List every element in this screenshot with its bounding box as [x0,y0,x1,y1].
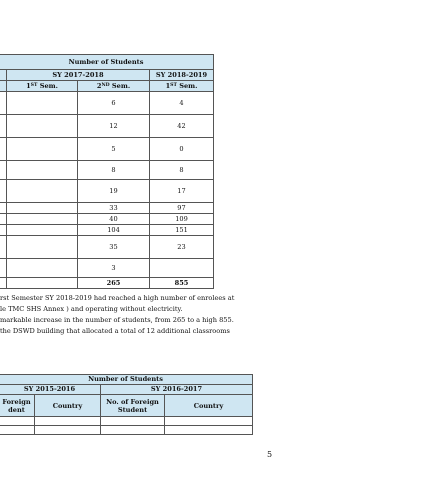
sem-header: 1ST Sem. [7,81,78,92]
foreign-student-header: Foreign dent [0,395,35,417]
country-header: Country [165,395,253,417]
foreign-students-table [0,374,253,435]
table-row: 19 17 [0,180,214,203]
table-row: 3 [0,259,214,278]
table-row: 6 4 [0,92,214,115]
table-row: 35 23 [0,236,214,259]
paragraph-line: markable increase in the number of students, from 265 to a high 855. [0,316,234,324]
table-row: 104 151 [0,225,214,236]
total-row: 265 855 [0,278,214,289]
paragraph-line: the DSWD building that allocated a total of 12 additional classrooms [0,327,230,335]
paragraph-line: le TMC SHS Annex ) and operating without electricity. [0,305,183,313]
country-header: Country [35,395,101,417]
table-row [0,417,253,426]
table-row [0,426,253,435]
foreign-student-header: No. of Foreign Student [101,395,165,417]
table-title: Number of Students [0,55,214,70]
sem-header: 1ST Sem. [150,81,214,92]
sy-2016-2017-header: SY 2016-2017 [101,385,253,395]
table-row: 5 0 [0,138,214,161]
enrolment-table [0,54,214,289]
table-row: 8 8 [0,161,214,180]
table-row: 12 42 [0,115,214,138]
sem-header: 2ND Sem. [78,81,150,92]
table-title: Number of Students [0,375,253,385]
sy-2015-2016-header: SY 2015-2016 [0,385,101,395]
table-row: 40 109 [0,214,214,225]
sy-2017-2018-header: SY 2017-2018 [7,70,150,81]
paragraph-line: rst Semester SY 2018-2019 had reached a high number of enrolees at [0,294,235,302]
sy-2018-2019-header: SY 2018-2019 [150,70,214,81]
page-number: 5 [267,450,273,459]
table-row: 33 97 [0,203,214,214]
